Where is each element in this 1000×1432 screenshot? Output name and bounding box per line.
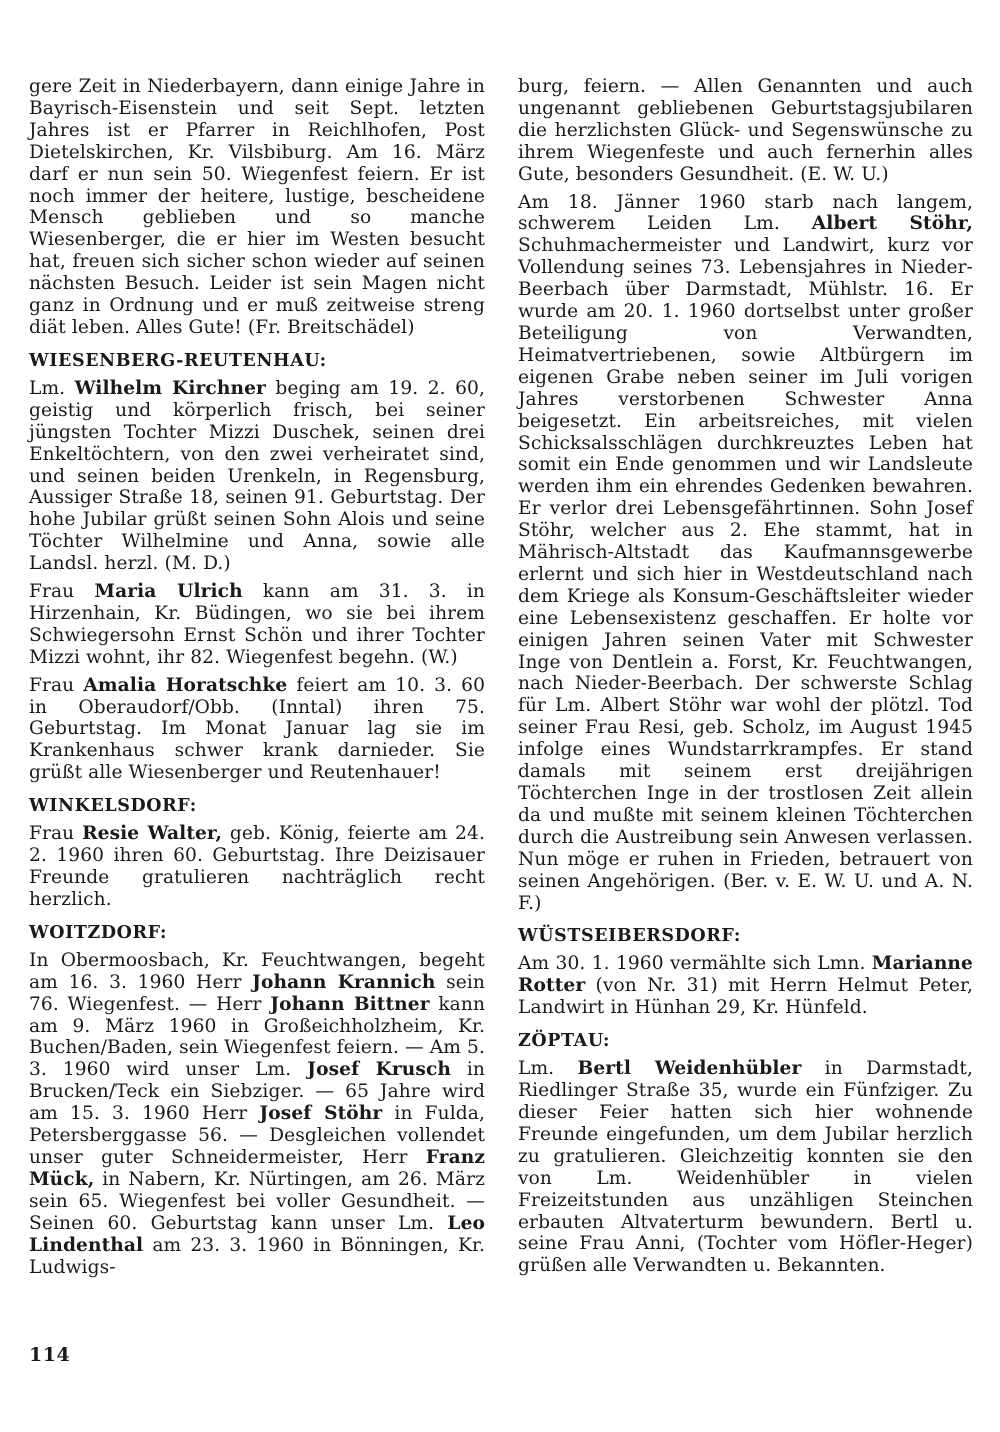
person-name: Leo Lindenthal: [29, 1212, 485, 1256]
person-name: Bertl Weidenhübler: [577, 1058, 802, 1080]
page-number: 114: [29, 1344, 71, 1366]
text-run: Am 18. Jänner 1960 starb nach langem, schwerem Leiden Lm.: [518, 191, 973, 235]
person-name: Johann Krannich: [252, 971, 436, 993]
paragraph: [518, 1058, 973, 1277]
person-name: Franz Mück,: [29, 1146, 485, 1190]
text-run: beging am 19. 2. 60, geistig und körperlich frisch, bei seiner jüngsten Tochter Mizzi Duschek, seinen drei Enkeltöchtern, von den zwei verheiratet sind, und seinen beiden Urenkeln, in Regensburg, Aussiger Straße 18, seinen 91. Geburtstag. Der hohe Jubilar grüßt seinen Sohn Alois und seine Töchter Wilhelmine und Anna, sowie alle Landsl. herzl. (M. D.): [29, 377, 485, 575]
text-run: In Obermoosbach, Kr. Feuchtwangen, begeht am 16. 3. 1960 Herr: [29, 949, 485, 993]
text-run: in Fulda, Petersberggasse 56. — Desgleichen vollendet unser guter Schneidermeister, Herr: [29, 1103, 485, 1168]
text-run: Frau: [29, 581, 95, 603]
text-run: in Darmstadt, Riedlinger Straße 35, wurde ein Fünfziger. Zu dieser Feier hatten sich hier wohnende Freunde eingefunden, um dem Jubilar herzlich zu gratulieren. Gleichzeitig konnten sie den von Lm. Weidenhübler in vielen Freizeitstunden aus unzähligen Steinchen erbauten Altvaterturm bewundern. Bertl u. seine Frau Anni, (Tochter vom Höfler-Heger) grüßen alle Verwandten u. Bekannten.: [518, 1058, 974, 1277]
person-name: Albert Stöhr,: [811, 213, 973, 235]
text-run: sein 76. Wiegenfest. — Herr: [29, 971, 485, 1015]
section-heading: WÜSTSEIBERSDORF:: [518, 926, 741, 947]
text-run: kann am 31. 3. in Hirzenhain, Kr. Büdingen, wo sie bei ihrem Schwiegersohn Ernst Schön und ihrer Tochter Mizzi wohnt, ihr 82. Wiegenfest begehn. (W.): [29, 581, 485, 668]
paragraph: [29, 581, 485, 669]
text-run: am 23. 3. 1960 in Bönningen, Kr. Ludwigs-: [29, 1234, 485, 1278]
text-run: in Nabern, Kr. Nürtingen, am 26. März sein 65. Wiegenfest bei voller Gesundheit. — Seinen 60. Geburtstag kann unser Lm.: [29, 1168, 485, 1234]
text-run: Frau: [29, 674, 84, 696]
section-heading: WOITZDORF:: [29, 922, 168, 943]
text-run: feiert am 10. 3. 60 in Oberaudorf/Obb. (Inntal) ihren 75. Geburtstag. Im Monat Januar lag sie im Krankenhaus schwer krank darnieder. Sie grüßt alle Wiesenberger und Reutenhauer!: [29, 674, 486, 784]
left-column: [29, 76, 485, 1284]
section-heading: WINKELSDORF:: [29, 796, 197, 817]
text-run: burg, feiern. — Allen Genannten und auch ungenannt gebliebenen Geburtstagsjubilaren die herzlichsten Glück- und Segenswünsche zu ihrem Wiegenfeste und auch fernerhin alles Gute, besonders Gesundheit. (E. W. U.): [518, 76, 973, 185]
paragraph: [29, 378, 485, 575]
person-name: Maria Ulrich: [94, 581, 243, 603]
person-name: Resie Walter,: [82, 823, 223, 845]
person-name: Wilhelm Kirchner: [74, 377, 266, 399]
text-run: (von Nr. 31) mit Herrn Helmut Peter, Landwirt in Hünhan 29, Kr. Hünfeld.: [518, 975, 973, 1019]
paragraph: [518, 192, 973, 915]
text-run: Am 30. 1. 1960 vermählte sich Lmn.: [518, 953, 872, 975]
text-run: Lm.: [518, 1058, 578, 1080]
section-heading: WIESENBERG-REUTENHAU:: [29, 350, 327, 371]
paragraph: [518, 953, 973, 1019]
paragraph: [29, 823, 485, 911]
text-run: Frau: [29, 823, 83, 845]
text-run: geb. König, feierte am 24. 2. 1960 ihren 60. Geburtstag. Ihre Deizisauer Freunde gratulieren nachträglich recht herzlich.: [29, 823, 485, 910]
paragraph: [29, 76, 485, 339]
paragraph: [518, 76, 973, 186]
text-run: Lm.: [29, 377, 75, 399]
text-run: kann am 9. März 1960 in Großeichholzheim, Kr. Buchen/Baden, sein Wiegenfest feiern. — Am 5. 3. 1960 wird unser Lm.: [29, 993, 486, 1081]
person-name: Josef Krusch: [307, 1059, 451, 1081]
person-name: Marianne Rotter: [518, 953, 973, 997]
person-name: Josef Stöhr: [259, 1103, 383, 1125]
person-name: Amalia Horatschke: [83, 674, 288, 696]
section-heading: ZÖPTAU:: [518, 1031, 611, 1052]
text-run: Schuhmachermeister und Landwirt, kurz vor Vollendung seines 73. Lebensjahres in Nieder-Beerbach über Darmstadt, Mühlstr. 16. Er wurde am 20. 1. 1960 dortselbst unter großer Beteiligung von Verwandten, Heimatvertriebenen, sowie Altbürgern im eigenen Grabe neben seiner im Juli vorigen Jahres verstorbenen Schwester Anna beigesetzt. Ein arbeitsreiches, mit vielen Schicksalsschlägen durchkreuztes Leben hat somit ein Ende genommen und wir Landsleute werden ihm ein ehrendes Gedenken bewahren. Er verlor drei Lebensgefährtinnen. Sohn Josef Stöhr, welcher aus 2. Ehe stammt, hat in Mährisch-Altstadt das Kaufmannsgewerbe erlernt und sich hier in Westdeutschland nach dem Kriege als Konsum-Geschäftsleiter wieder eine Lebensexistenz geschaffen. Er holte vor einigen Jahren seinen Vater mit Schwester Inge von Dentlein a. Forst, Kr. Feuchtwangen, nach Nieder-Beerbach. Der schwerste Schlag für Lm. Albert Stöhr war wohl der plötzl. Tod seiner Frau Resi, geb. Scholz, im August 1945 infolge eines Wundstarrkrampfes. Er stand damals mit seinem erst dreijährigen Töchterchen Inge in der trostlosen Zeit allein da und mußte mit seinem kleinen Töchterchen durch die Austreibung sein Anwesen verlassen. Nun möge er ruhen in Frieden, betrauert von seinen Angehörigen. (Ber. v. E. W. U. und A. N. F.): [518, 235, 973, 914]
person-name: Johann Bittner: [270, 993, 430, 1015]
paragraph: [29, 950, 485, 1279]
text-run: in Brucken/Teck ein Siebziger. — 65 Jahre wird am 15. 3. 1960 Herr: [29, 1059, 485, 1125]
right-column: [518, 76, 973, 1283]
text-run: gere Zeit in Niederbayern, dann einige Jahre in Bayrisch-Eisenstein und seit Sept. letzten Jahres ist er Pfarrer in Reichlhofen, Post Dietelskirchen, Kr. Vilsbiburg. Am 16. März darf er nun sein 50. Wiegenfest feiern. Er ist noch immer der heitere, lustige, bescheidene Mensch geblieben und so manche Wiesenberger, die er hier im Westen besucht hat, freuen sich sicher schon wieder auf seinen nächsten Besuch. Leider ist sein Magen nicht ganz in Ordnung und er muß zeitweise streng diät leben. Alles Gute! (Fr. Breitschädel): [29, 76, 485, 338]
paragraph: [29, 675, 485, 785]
